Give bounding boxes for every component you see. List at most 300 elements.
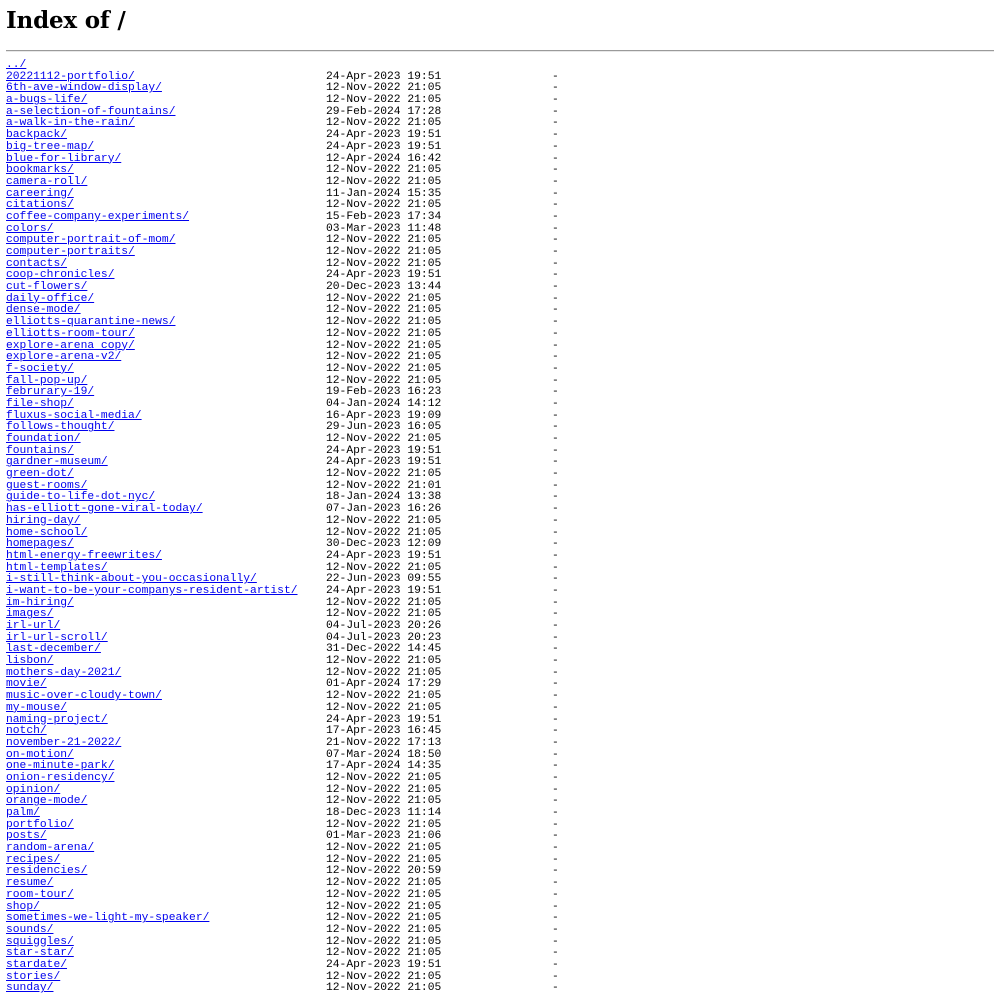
entry-size: - xyxy=(552,421,559,434)
directory-entry-row xyxy=(6,738,994,750)
directory-entry-row xyxy=(6,352,994,364)
entry-size: - xyxy=(552,526,559,539)
entry-modified-date: 24-Apr-2023 19:51 xyxy=(326,269,442,282)
directory-entry-link[interactable]: file-shop/ xyxy=(6,397,74,410)
entry-size: - xyxy=(552,690,559,703)
directory-entry-link[interactable]: sunday/ xyxy=(6,982,54,995)
directory-entry-row xyxy=(6,422,994,434)
entry-modified-date: 12-Nov-2022 21:05 xyxy=(326,374,442,387)
directory-entry-link[interactable]: follows-thought/ xyxy=(6,421,115,434)
directory-entry-row xyxy=(6,808,994,820)
entry-size: - xyxy=(552,164,559,177)
entry-modified-date: 12-Nov-2022 21:05 xyxy=(326,292,442,305)
entry-modified-date: 12-Nov-2022 21:05 xyxy=(326,117,442,130)
entry-size: - xyxy=(552,210,559,223)
directory-entry-link[interactable]: residencies/ xyxy=(6,865,88,878)
entry-size: - xyxy=(552,479,559,492)
directory-entry-link[interactable]: computer-portraits/ xyxy=(6,246,135,258)
directory-entry-link[interactable]: i-still-think-about-you-occasionally/ xyxy=(6,573,257,586)
directory-entry-link[interactable]: blue-for-library/ xyxy=(6,152,122,165)
directory-entry-link[interactable]: daily-office/ xyxy=(6,292,95,305)
entry-modified-date: 12-Nov-2022 21:05 xyxy=(326,561,442,574)
entry-modified-date: 12-Nov-2022 21:05 xyxy=(326,982,442,995)
directory-entry-row xyxy=(6,644,994,656)
entry-modified-date: 24-Apr-2023 19:51 xyxy=(326,70,442,83)
entry-modified-date: 30-Dec-2023 12:09 xyxy=(326,538,442,551)
directory-entry-row xyxy=(6,855,994,867)
directory-entry-row xyxy=(6,399,994,411)
directory-entry-link[interactable]: notch/ xyxy=(6,725,47,738)
entry-modified-date: 12-Nov-2022 21:05 xyxy=(326,175,442,188)
entry-modified-date: 07-Mar-2024 18:50 xyxy=(326,748,442,761)
entry-size: - xyxy=(552,678,559,691)
directory-entry-row xyxy=(6,282,994,294)
entry-modified-date: 20-Dec-2023 13:44 xyxy=(326,281,442,294)
directory-entry-link[interactable]: foundation/ xyxy=(6,433,81,445)
directory-entry-link[interactable]: guest-rooms/ xyxy=(6,479,88,492)
directory-entry-row xyxy=(6,469,994,481)
entry-size: - xyxy=(552,701,559,714)
directory-entry-row xyxy=(6,83,994,95)
entry-size: - xyxy=(552,70,559,83)
entry-modified-date: 12-Nov-2022 21:05 xyxy=(326,514,442,527)
entry-size: - xyxy=(552,888,559,901)
entry-modified-date: 18-Dec-2023 11:14 xyxy=(326,807,442,819)
entry-modified-date: 12-Nov-2022 21:05 xyxy=(326,818,442,831)
directory-entry-link[interactable]: palm/ xyxy=(6,807,40,819)
directory-entry-row xyxy=(6,457,994,469)
entry-modified-date: 12-Nov-2022 21:05 xyxy=(326,199,442,212)
entry-modified-date: 12-Nov-2022 21:05 xyxy=(326,947,442,960)
entry-modified-date: 12-Nov-2022 21:05 xyxy=(326,339,442,352)
directory-entry-link[interactable]: stories/ xyxy=(6,970,61,983)
entry-size: - xyxy=(552,304,559,317)
entry-size: - xyxy=(552,281,559,294)
directory-entry-row xyxy=(6,715,994,727)
entry-modified-date: 01-Mar-2023 21:06 xyxy=(326,830,442,843)
directory-entry-link[interactable]: f-society/ xyxy=(6,362,74,375)
directory-entry-link[interactable]: room-tour/ xyxy=(6,888,74,901)
directory-entry-link[interactable]: resume/ xyxy=(6,877,54,890)
entry-size: - xyxy=(552,339,559,352)
entry-size: - xyxy=(552,643,559,656)
directory-entry-link[interactable]: irl-url-scroll/ xyxy=(6,631,108,644)
directory-entry-row xyxy=(6,843,994,855)
directory-entry-row xyxy=(6,773,994,785)
entry-modified-date: 12-Nov-2022 21:05 xyxy=(326,923,442,936)
entry-modified-date: 12-Nov-2022 21:05 xyxy=(326,164,442,177)
entry-modified-date: 12-Nov-2022 21:05 xyxy=(326,935,442,948)
directory-entry-link[interactable]: a-bugs-life/ xyxy=(6,94,88,107)
directory-entry-link[interactable]: explore-arena-v2/ xyxy=(6,351,122,364)
directory-entry-link[interactable]: a-walk-in-the-rain/ xyxy=(6,117,135,130)
entry-size: - xyxy=(552,608,559,621)
entry-size: - xyxy=(552,538,559,551)
directory-entry-link[interactable]: contacts/ xyxy=(6,257,68,270)
directory-entry-link[interactable]: dense-mode/ xyxy=(6,304,81,317)
entry-size: - xyxy=(552,807,559,819)
directory-entry-row xyxy=(6,446,994,458)
directory-entry-row xyxy=(6,726,994,738)
directory-entry-link[interactable]: hiring-day/ xyxy=(6,514,81,527)
entry-size: - xyxy=(552,596,559,609)
directory-entry-row xyxy=(6,177,994,189)
entry-size: - xyxy=(552,795,559,808)
entry-modified-date: 12-Nov-2022 21:05 xyxy=(326,327,442,340)
directory-entry-link[interactable]: careering/ xyxy=(6,187,74,200)
directory-entry-row xyxy=(6,376,994,388)
directory-entry-link[interactable]: camera-roll/ xyxy=(6,175,88,188)
directory-entry-link[interactable]: lisbon/ xyxy=(6,655,54,668)
directory-entry-link[interactable]: 6th-ave-window-display/ xyxy=(6,82,162,95)
entry-modified-date: 12-Nov-2022 21:05 xyxy=(326,701,442,714)
entry-size: - xyxy=(552,234,559,247)
entry-modified-date: 12-Nov-2022 21:05 xyxy=(326,842,442,855)
directory-entry-row xyxy=(6,504,994,516)
directory-entry-link[interactable]: my-mouse/ xyxy=(6,701,68,714)
entry-size: - xyxy=(552,842,559,855)
directory-entry-link[interactable]: i-want-to-be-your-companys-resident-artist/ xyxy=(6,584,298,597)
entry-size: - xyxy=(552,397,559,410)
entry-modified-date: 11-Jan-2024 15:35 xyxy=(326,187,442,200)
entry-modified-date: 31-Dec-2022 14:45 xyxy=(326,643,442,656)
directory-entry-row xyxy=(6,948,994,960)
directory-entry-row xyxy=(6,621,994,633)
entry-modified-date: 12-Nov-2022 21:05 xyxy=(326,82,442,95)
directory-entry-link[interactable]: random-arena/ xyxy=(6,842,95,855)
entry-size: - xyxy=(552,351,559,364)
entry-modified-date: 12-Nov-2022 21:05 xyxy=(326,433,442,445)
entry-size: - xyxy=(552,771,559,784)
entry-size: - xyxy=(552,456,559,469)
entry-modified-date: 12-Nov-2022 21:05 xyxy=(326,900,442,913)
entry-modified-date: 17-Apr-2024 14:35 xyxy=(326,760,442,773)
directory-entry-link[interactable]: stardate/ xyxy=(6,958,68,971)
directory-entry-link[interactable]: irl-url/ xyxy=(6,620,61,632)
entry-size: - xyxy=(552,140,559,153)
directory-entry-row xyxy=(6,247,994,259)
entry-modified-date: 24-Apr-2023 19:51 xyxy=(326,549,442,562)
entry-size: - xyxy=(552,818,559,831)
entry-size: - xyxy=(552,222,559,235)
directory-entry-row xyxy=(6,866,994,878)
entry-size: - xyxy=(552,923,559,936)
entry-size: - xyxy=(552,409,559,422)
directory-entry-link[interactable]: 20221112-portfolio/ xyxy=(6,70,135,83)
directory-entry-row xyxy=(6,598,994,610)
entry-size: - xyxy=(552,175,559,188)
directory-entry-link[interactable]: images/ xyxy=(6,608,54,621)
entry-size: - xyxy=(552,631,559,644)
directory-entry-link[interactable]: big-tree-map/ xyxy=(6,140,95,153)
entry-modified-date: 12-Nov-2022 21:05 xyxy=(326,795,442,808)
directory-entry-link[interactable]: sometimes-we-light-my-speaker/ xyxy=(6,912,210,925)
entry-size: - xyxy=(552,970,559,983)
directory-entry-row xyxy=(6,235,994,247)
entry-size: - xyxy=(552,830,559,843)
directory-entry-link[interactable]: html-energy-freewrites/ xyxy=(6,549,162,562)
entry-modified-date: 12-Nov-2022 21:05 xyxy=(326,608,442,621)
entry-modified-date: 12-Nov-2022 21:05 xyxy=(326,304,442,317)
entry-modified-date: 12-Nov-2022 21:05 xyxy=(326,877,442,890)
entry-size: - xyxy=(552,982,559,995)
entry-size: - xyxy=(552,853,559,866)
directory-entry-row xyxy=(6,329,994,341)
entry-modified-date: 12-Apr-2024 16:42 xyxy=(326,152,442,165)
directory-entry-row xyxy=(6,341,994,353)
entry-modified-date: 12-Nov-2022 21:05 xyxy=(326,246,442,258)
directory-entry-link[interactable]: explore-arena copy/ xyxy=(6,339,135,352)
directory-entry-link[interactable]: fountains/ xyxy=(6,444,74,457)
entry-size: - xyxy=(552,386,559,399)
directory-entry-row xyxy=(6,516,994,528)
entry-modified-date: 12-Nov-2022 21:05 xyxy=(326,853,442,866)
entry-size: - xyxy=(552,748,559,761)
directory-entry-row xyxy=(6,528,994,540)
directory-entry-link[interactable]: one-minute-park/ xyxy=(6,760,115,773)
directory-entry-row xyxy=(6,270,994,282)
directory-entry-row xyxy=(6,761,994,773)
directory-entry-link[interactable]: fall-pop-up/ xyxy=(6,374,88,387)
directory-entry-link[interactable]: portfolio/ xyxy=(6,818,74,831)
directory-entry-link[interactable]: has-elliott-gone-viral-today/ xyxy=(6,503,203,516)
entry-size: - xyxy=(552,199,559,212)
directory-entry-link[interactable]: shop/ xyxy=(6,900,40,913)
entry-modified-date: 12-Nov-2022 21:05 xyxy=(326,912,442,925)
entry-modified-date: 12-Nov-2022 21:05 xyxy=(326,362,442,375)
entry-modified-date: 04-Jan-2024 14:12 xyxy=(326,397,442,410)
entry-size: - xyxy=(552,877,559,890)
entry-size: - xyxy=(552,152,559,165)
entry-modified-date: 12-Nov-2022 20:59 xyxy=(326,865,442,878)
entry-size: - xyxy=(552,246,559,258)
directory-entry-link[interactable]: colors/ xyxy=(6,222,54,235)
directory-entry-row xyxy=(6,189,994,201)
entry-modified-date: 12-Nov-2022 21:05 xyxy=(326,783,442,796)
directory-entry-row xyxy=(6,107,994,119)
directory-entry-link[interactable]: coffee-company-experiments/ xyxy=(6,210,190,223)
directory-entry-row xyxy=(6,154,994,166)
directory-entry-row xyxy=(6,95,994,107)
entry-size: - xyxy=(552,783,559,796)
directory-entry-row xyxy=(6,960,994,972)
directory-entry-link[interactable]: recipes/ xyxy=(6,853,61,866)
entry-modified-date: 16-Apr-2023 19:09 xyxy=(326,409,442,422)
entry-modified-date: 19-Feb-2023 16:23 xyxy=(326,386,442,399)
directory-entry-link[interactable]: cut-flowers/ xyxy=(6,281,88,294)
directory-entry-link[interactable]: movie/ xyxy=(6,678,47,691)
entry-modified-date: 07-Jan-2023 16:26 xyxy=(326,503,442,516)
entry-modified-date: 29-Jun-2023 16:05 xyxy=(326,421,442,434)
directory-entry-link[interactable]: music-over-cloudy-town/ xyxy=(6,690,162,703)
entry-modified-date: 12-Nov-2022 21:05 xyxy=(326,316,442,329)
directory-entry-row xyxy=(6,785,994,797)
entry-size: - xyxy=(552,584,559,597)
entry-size: - xyxy=(552,947,559,960)
directory-entry-row xyxy=(6,586,994,598)
entry-modified-date: 17-Apr-2023 16:45 xyxy=(326,725,442,738)
entry-modified-date: 12-Nov-2022 21:01 xyxy=(326,479,442,492)
divider xyxy=(6,50,994,52)
directory-entry-link[interactable]: star-star/ xyxy=(6,947,74,960)
directory-entry-link[interactable]: citations/ xyxy=(6,199,74,212)
directory-entry-row xyxy=(6,878,994,890)
directory-entry-row xyxy=(6,750,994,762)
directory-entry-row xyxy=(6,212,994,224)
entry-modified-date: 03-Mar-2023 11:48 xyxy=(326,222,442,235)
parent-directory-link[interactable]: ../ xyxy=(6,59,27,71)
entry-modified-date: 12-Nov-2022 21:05 xyxy=(326,526,442,539)
entry-size: - xyxy=(552,666,559,679)
entry-size: - xyxy=(552,187,559,200)
entry-size: - xyxy=(552,900,559,913)
entry-size: - xyxy=(552,549,559,562)
entry-modified-date: 12-Nov-2022 21:05 xyxy=(326,351,442,364)
entry-size: - xyxy=(552,468,559,481)
entry-size: - xyxy=(552,491,559,504)
directory-listing xyxy=(6,60,994,995)
directory-entry-link[interactable]: guide-to-life-dot-nyc/ xyxy=(6,491,156,504)
entry-size: - xyxy=(552,433,559,445)
entry-size: - xyxy=(552,82,559,95)
directory-entry-row xyxy=(6,703,994,715)
directory-entry-link[interactable]: computer-portrait-of-mom/ xyxy=(6,234,176,247)
entry-size: - xyxy=(552,620,559,632)
directory-entry-link[interactable]: green-dot/ xyxy=(6,468,74,481)
directory-entry-link[interactable]: gardner-museum/ xyxy=(6,456,108,469)
directory-entry-link[interactable]: bookmarks/ xyxy=(6,164,74,177)
directory-entry-link[interactable]: fluxus-social-media/ xyxy=(6,409,142,422)
page-title: Index of / xyxy=(6,7,126,34)
entry-modified-date: 29-Feb-2024 17:28 xyxy=(326,105,442,118)
entry-size: - xyxy=(552,105,559,118)
entry-modified-date: 24-Apr-2023 19:51 xyxy=(326,129,442,142)
directory-entry-row xyxy=(6,294,994,306)
directory-entry-row xyxy=(6,890,994,902)
directory-entry-link[interactable]: backpack/ xyxy=(6,129,68,142)
entry-modified-date: 22-Jun-2023 09:55 xyxy=(326,573,442,586)
directory-entry-link[interactable]: sounds/ xyxy=(6,923,54,936)
entry-size: - xyxy=(552,292,559,305)
directory-entry-link[interactable]: homepages/ xyxy=(6,538,74,551)
directory-entry-row xyxy=(6,259,994,271)
directory-entry-link[interactable]: mothers-day-2021/ xyxy=(6,666,122,679)
directory-entry-row xyxy=(6,434,994,446)
entry-size: - xyxy=(552,444,559,457)
directory-entry-row xyxy=(6,118,994,130)
directory-entry-row xyxy=(6,831,994,843)
entry-modified-date: 21-Nov-2022 17:13 xyxy=(326,736,442,749)
entry-modified-date: 24-Apr-2023 19:51 xyxy=(326,958,442,971)
directory-entry-row xyxy=(6,411,994,423)
directory-entry-link[interactable]: squiggles/ xyxy=(6,935,74,948)
entry-modified-date: 18-Jan-2024 13:38 xyxy=(326,491,442,504)
entry-modified-date: 12-Nov-2022 21:05 xyxy=(326,666,442,679)
entry-modified-date: 24-Apr-2023 19:51 xyxy=(326,584,442,597)
directory-entry-row xyxy=(6,317,994,329)
entry-size: - xyxy=(552,257,559,270)
entry-size: - xyxy=(552,316,559,329)
entry-size: - xyxy=(552,573,559,586)
directory-entry-row xyxy=(6,925,994,937)
directory-entry-row xyxy=(6,972,994,984)
entry-modified-date: 12-Nov-2022 21:05 xyxy=(326,257,442,270)
entry-size: - xyxy=(552,362,559,375)
directory-entry-row xyxy=(6,668,994,680)
directory-entry-link[interactable]: elliotts-room-tour/ xyxy=(6,327,135,340)
directory-entry-row xyxy=(6,796,994,808)
directory-entry-link[interactable]: opinion/ xyxy=(6,783,61,796)
entry-size: - xyxy=(552,94,559,107)
directory-entry-row xyxy=(6,387,994,399)
entry-modified-date: 24-Apr-2023 19:51 xyxy=(326,713,442,726)
entry-size: - xyxy=(552,935,559,948)
entry-modified-date: 04-Jul-2023 20:23 xyxy=(326,631,442,644)
parent-row xyxy=(6,60,994,72)
directory-entry-link[interactable]: last-december/ xyxy=(6,643,101,656)
directory-entry-row xyxy=(6,983,994,995)
entry-modified-date: 12-Nov-2022 21:05 xyxy=(326,234,442,247)
entry-size: - xyxy=(552,327,559,340)
entry-modified-date: 04-Jul-2023 20:26 xyxy=(326,620,442,632)
entry-size: - xyxy=(552,736,559,749)
directory-entry-row xyxy=(6,551,994,563)
directory-entry-link[interactable]: onion-residency/ xyxy=(6,771,115,784)
entry-modified-date: 12-Nov-2022 21:05 xyxy=(326,970,442,983)
entry-modified-date: 24-Apr-2023 19:51 xyxy=(326,444,442,457)
entry-size: - xyxy=(552,503,559,516)
entry-size: - xyxy=(552,912,559,925)
entry-size: - xyxy=(552,117,559,130)
entry-modified-date: 01-Apr-2024 17:29 xyxy=(326,678,442,691)
directory-entry-link[interactable]: februrary-19/ xyxy=(6,386,95,399)
entry-modified-date: 15-Feb-2023 17:34 xyxy=(326,210,442,223)
entry-modified-date: 24-Apr-2023 19:51 xyxy=(326,456,442,469)
directory-entry-link[interactable]: html-templates/ xyxy=(6,561,108,574)
entry-size: - xyxy=(552,725,559,738)
directory-entry-link[interactable]: elliotts-quarantine-news/ xyxy=(6,316,176,329)
directory-entry-link[interactable]: posts/ xyxy=(6,830,47,843)
entry-modified-date: 24-Apr-2023 19:51 xyxy=(326,140,442,153)
directory-entry-link[interactable]: home-school/ xyxy=(6,526,88,539)
directory-entry-row xyxy=(6,913,994,925)
directory-entry-row xyxy=(6,691,994,703)
directory-entry-row xyxy=(6,820,994,832)
directory-entry-row xyxy=(6,656,994,668)
directory-entry-row xyxy=(6,609,994,621)
entry-modified-date: 12-Nov-2022 21:05 xyxy=(326,655,442,668)
directory-entry-link[interactable]: orange-mode/ xyxy=(6,795,88,808)
entry-size: - xyxy=(552,561,559,574)
directory-entry-link[interactable]: im-hiring/ xyxy=(6,596,74,609)
entry-modified-date: 12-Nov-2022 21:05 xyxy=(326,596,442,609)
entry-size: - xyxy=(552,129,559,142)
directory-entry-link[interactable]: a-selection-of-fountains/ xyxy=(6,105,176,118)
entry-modified-date: 12-Nov-2022 21:05 xyxy=(326,888,442,901)
entry-modified-date: 12-Nov-2022 21:05 xyxy=(326,94,442,107)
directory-entry-row xyxy=(6,633,994,645)
entry-size: - xyxy=(552,958,559,971)
directory-entry-link[interactable]: on-motion/ xyxy=(6,748,74,761)
entry-modified-date: 12-Nov-2022 21:05 xyxy=(326,771,442,784)
entry-size: - xyxy=(552,865,559,878)
directory-entry-link[interactable]: naming-project/ xyxy=(6,713,108,726)
entry-size: - xyxy=(552,655,559,668)
directory-entry-link[interactable]: november-21-2022/ xyxy=(6,736,122,749)
directory-entry-link[interactable]: coop-chronicles/ xyxy=(6,269,115,282)
directory-entry-row xyxy=(6,165,994,177)
entry-size: - xyxy=(552,269,559,282)
